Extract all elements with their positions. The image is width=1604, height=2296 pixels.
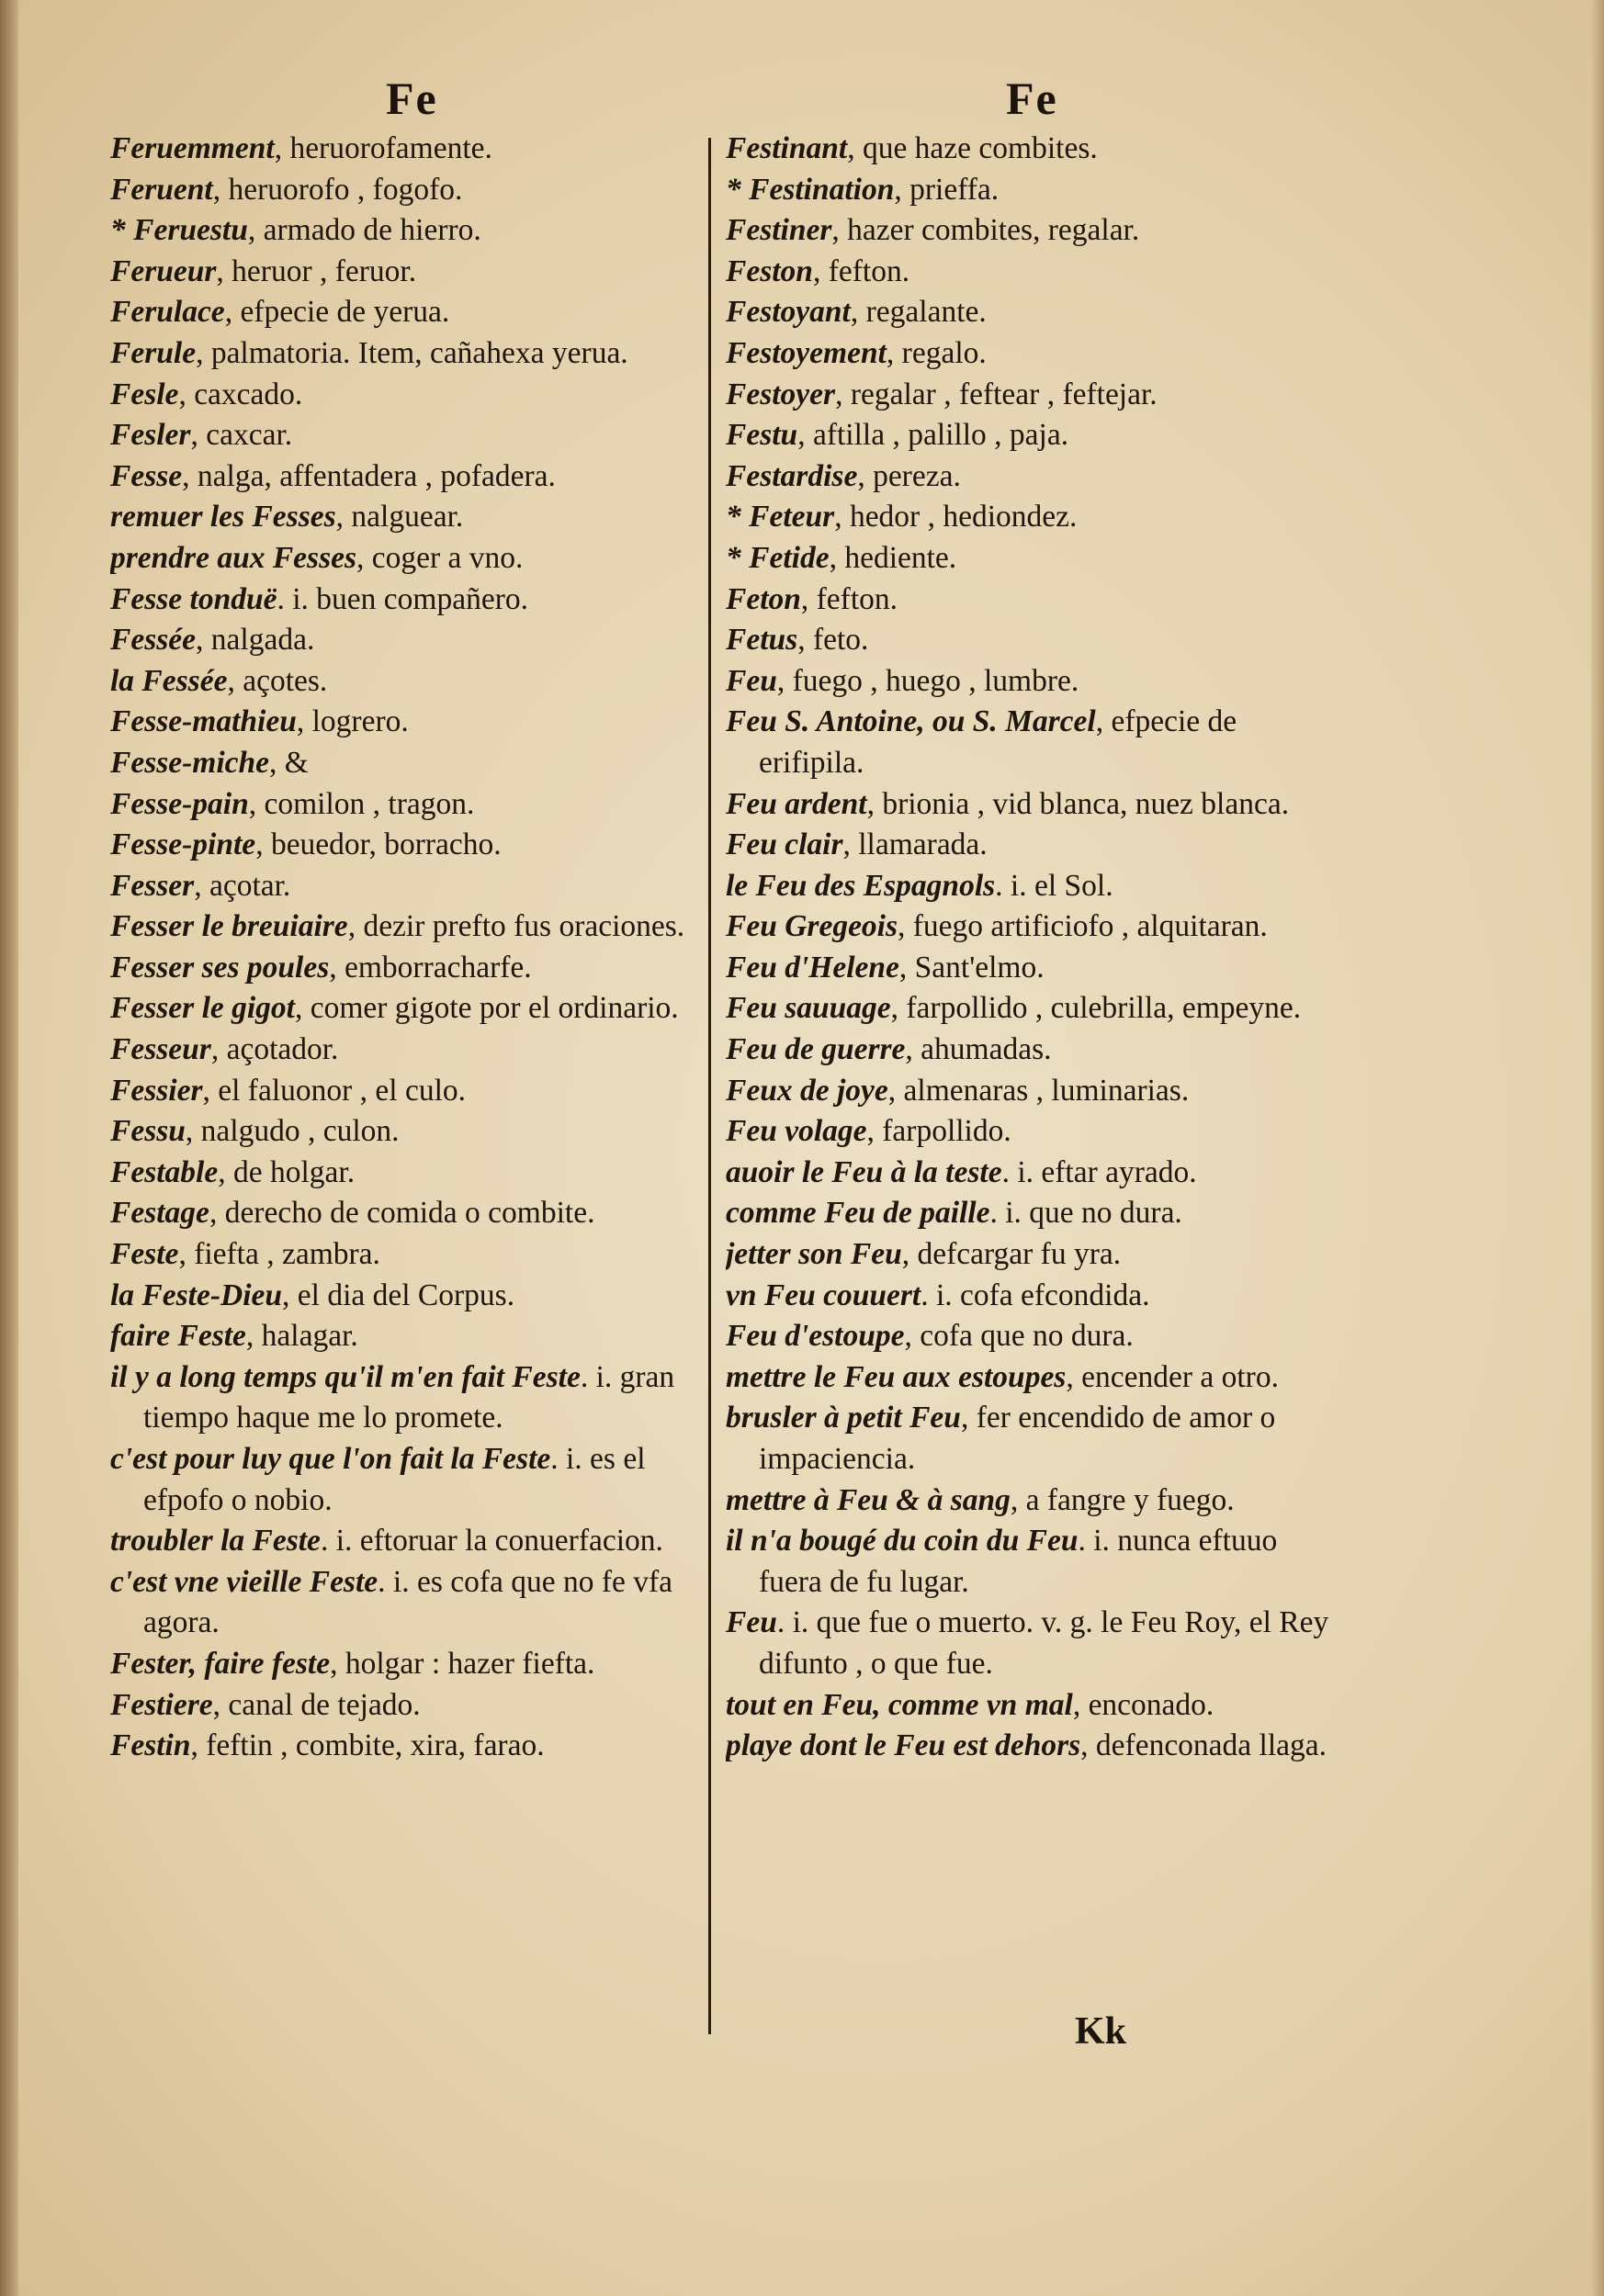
entry-headword: Fesser ses poules [110,950,330,985]
entry-headword: Fesser [110,868,195,903]
entry-gloss: . i. gran tiempo haque me lo promete. [143,1359,675,1435]
column-divider [708,138,711,2034]
entry-gloss: , emborracharfe. [329,950,532,985]
dictionary-entry [726,1030,1332,1071]
entry-gloss: , logrero. [296,704,409,739]
entry-headword: Feu clair [726,827,843,862]
dictionary-entry [726,825,1332,866]
dictionary-entry [726,1193,1332,1234]
dictionary-entry [726,1480,1332,1522]
entry-gloss: , Sant'elmo. [898,950,1045,985]
dictionary-entry [726,1726,1332,1767]
entry-gloss: , feto. [797,623,869,658]
entry-gloss: . i. eftoruar la conuerfacion. [320,1524,663,1559]
page-edge [1591,0,1604,2296]
entry-headword: Festoyement [726,335,887,370]
dictionary-entry [726,1111,1332,1153]
entry-gloss: , brionia , vid blanca, nuez blanca. [866,786,1290,821]
entry-gloss: , beuedor, borracho. [255,827,502,862]
entry-gloss: , encender a otro. [1066,1359,1279,1394]
dictionary-entry [726,538,1332,580]
entry-headword: Feu sauuage [726,991,891,1026]
entry-headword: Feton [726,581,801,616]
entry-headword: Feu S. Antoine, ou S. Marcel [726,704,1096,739]
dictionary-entry [726,1603,1332,1684]
entry-headword: * Festination [726,172,895,207]
dictionary-entry [726,866,1332,907]
entry-headword: il n'a bougé du coin du Feu [726,1524,1079,1559]
dictionary-entry [110,1726,706,1767]
entry-headword: il y a long temps qu'il m'en fait Feste [110,1359,581,1394]
entry-headword: jetter son Feu [726,1237,902,1272]
dictionary-entry [110,1153,706,1194]
entry-headword: Fesseur [110,1032,211,1067]
entry-headword: Fesse-pinte [110,827,256,862]
entry-headword: Feruemment [110,131,275,165]
entry-headword: Feu d'estoupe [726,1319,905,1354]
entry-headword: Feu ardent [726,786,867,821]
entry-headword: Feu d'Helene [726,950,899,985]
entry-gloss: , halagar. [245,1319,358,1354]
dictionary-entry [726,988,1332,1030]
entry-gloss: , el faluonor , el culo. [202,1073,467,1108]
entry-gloss: , fer encendido de amor o impaciencia. [759,1401,1276,1476]
dictionary-entry [110,743,706,784]
dictionary-entry [726,948,1332,989]
entry-headword: Festinant [726,131,848,165]
entry-gloss: , a fangre y fuego. [1010,1482,1235,1517]
entry-gloss: , farpollido , culebrilla, empeyne. [890,991,1302,1026]
signature-mark: Kk [1075,2010,1127,2053]
entry-headword: * Feteur [726,500,835,535]
entry-gloss: , açotador. [210,1032,339,1067]
entry-gloss: , feftin , combite, xira, farao. [190,1728,545,1763]
dictionary-entry [110,1316,706,1357]
entry-headword: la Feste-Dieu [110,1277,283,1312]
entry-headword: vn Feu couuert [726,1277,921,1312]
entry-headword: prendre aux Fesses [110,540,357,575]
entry-headword: Festiner [726,213,832,248]
dictionary-entry [726,415,1332,456]
entry-gloss: , cofa que no dura. [904,1319,1134,1354]
entry-headword: Fesle [110,377,179,411]
dictionary-entry [110,580,706,621]
entry-headword: le Feu des Espagnols [726,868,996,903]
dictionary-entry [726,497,1332,538]
dictionary-entry [110,1234,706,1276]
entry-headword: la Fessée [110,663,228,698]
entry-headword: mettre à Feu & à sang [726,1482,1011,1517]
entry-headword: comme Feu de paille [726,1196,990,1231]
dictionary-entry [726,906,1332,948]
entry-headword: troubler la Feste [110,1524,321,1559]
entry-headword: Feu volage [726,1114,867,1149]
entry-headword: Fessier [110,1073,203,1108]
dictionary-entry [726,170,1332,211]
right-column [726,129,1332,1767]
entry-headword: Feu de guerre [726,1032,906,1067]
entry-headword: Feu [726,663,777,698]
entry-gloss: , canal de tejado. [212,1687,421,1722]
entry-gloss: , fuego , huego , lumbre. [776,663,1079,698]
dictionary-entry [726,375,1332,416]
dictionary-entry [726,1071,1332,1112]
entry-gloss: , heruor , feruor. [216,253,417,288]
dictionary-entry [726,1521,1332,1603]
dictionary-entry [110,1030,706,1071]
entry-headword: mettre le Feu aux estoupes [726,1359,1067,1394]
entry-headword: Fetus [726,623,798,658]
dictionary-entry [726,661,1332,703]
entry-gloss: , efpecie de yerua. [224,295,450,330]
entry-gloss: , pereza. [857,458,961,493]
entry-gloss: , nalga, affentadera , pofadera. [182,458,556,493]
entry-gloss: . i. nunca eftuuo fuera de fu lugar. [759,1524,1278,1599]
entry-headword: Festardise [726,458,858,493]
entry-headword: Festu [726,418,798,453]
dictionary-entry [726,620,1332,661]
entry-gloss: , el dia del Corpus. [282,1277,515,1312]
running-head-right: Fe [1006,73,1058,124]
entry-headword: c'est pour luy que l'on fait la Feste [110,1442,551,1476]
dictionary-entry [726,1398,1332,1480]
entry-gloss: . i. el Sol. [995,868,1113,903]
dictionary-entry [110,825,706,866]
entry-gloss: , hedor , hediondez. [834,500,1078,535]
dictionary-entry [110,866,706,907]
entry-headword: Fesser le breuiaire [110,909,348,944]
entry-gloss: , dezir prefto fus oraciones. [347,909,685,944]
dictionary-entry [726,1685,1332,1727]
dictionary-entry [726,1234,1332,1276]
dictionary-entry [110,620,706,661]
entry-gloss: , açotar. [194,868,291,903]
entry-gloss: , de holgar. [218,1154,356,1189]
entry-headword: Feston [726,253,813,288]
dictionary-entry [110,1562,706,1644]
dictionary-entry [726,333,1332,375]
dictionary-entry [726,1276,1332,1317]
entry-gloss: , almenaras , luminarias. [887,1073,1190,1108]
entry-headword: Fester, faire feste [110,1646,331,1681]
dictionary-entry [110,170,706,211]
entry-headword: Fesse-mathieu [110,704,297,739]
dictionary-entry [110,538,706,580]
entry-gloss: , hazer combites, regalar. [831,213,1140,248]
entry-gloss: , regalante. [850,295,987,330]
entry-gloss: , armado de hierro. [247,213,481,248]
dictionary-entry [726,210,1332,252]
entry-headword: Fessu [110,1114,186,1149]
running-head-left: Fe [386,73,438,124]
dictionary-entry [726,1316,1332,1357]
dictionary-entry [110,497,706,538]
entry-headword: Feu Gregeois [726,909,898,944]
entry-gloss: , nalgudo , culon. [185,1114,400,1149]
entry-gloss: , aftilla , palillo , paja. [797,418,1069,453]
entry-gloss: . i. que fue o muerto. v. g. le Feu Roy, el Rey difunto , o que fue. [759,1605,1329,1681]
dictionary-entry [110,784,706,826]
entry-headword: Festable [110,1154,219,1189]
dictionary-entry [110,1644,706,1685]
dictionary-entry [110,1685,706,1727]
entry-gloss: , nalguear. [335,500,464,535]
dictionary-entry [110,375,706,416]
entry-gloss: , açotes. [227,663,328,698]
entry-gloss: , farpollido. [866,1114,1011,1149]
entry-gloss: , enconado. [1072,1687,1214,1722]
dictionary-entry [110,1357,706,1439]
entry-gloss: . i. buen compañero. [277,581,528,616]
dictionary-entry [110,1521,706,1562]
dictionary-entry [110,1439,706,1521]
entry-gloss: , palmatoria. Item, cañahexa yerua. [196,335,628,370]
entry-gloss: , hediente. [829,540,957,575]
entry-headword: Feste [110,1237,179,1272]
entry-gloss: , fuego artificiofo , alquitaran. [898,909,1268,944]
entry-gloss: , que haze combites. [847,131,1098,165]
entry-gloss: , heruorofamente. [274,131,492,165]
entry-gloss: , regalar , feftear , feftejar. [835,377,1158,411]
entry-headword: Fessée [110,623,197,658]
dictionary-entry [726,456,1332,498]
entry-headword: * Fetide [726,540,830,575]
entry-headword: Festoyer [726,377,836,411]
dictionary-entry [110,129,706,170]
entry-gloss: . i. es cofa que no fe vfa agora. [143,1564,673,1640]
dictionary-entry [110,1276,706,1317]
entry-gloss: , llamarada. [842,827,988,862]
entry-headword: Festage [110,1196,209,1231]
dictionary-entry [726,292,1332,333]
dictionary-entry [110,948,706,989]
entry-gloss: , coger a vno. [356,540,524,575]
dictionary-entry [110,456,706,498]
entry-headword: faire Feste [110,1319,246,1354]
entry-headword: * Feruestu [110,213,248,248]
dictionary-entry [726,1357,1332,1399]
dictionary-entry [110,1111,706,1153]
left-column [110,129,706,1767]
entry-gloss: , regalo. [886,335,987,370]
dictionary-entry [110,906,706,948]
dictionary-entry [726,784,1332,826]
entry-headword: Ferule [110,335,197,370]
entry-headword: remuer les Fesses [110,500,336,535]
dictionary-entry [110,988,706,1030]
entry-headword: Fesse [110,458,183,493]
entry-gloss: , ahumadas. [905,1032,1052,1067]
entry-headword: c'est vne vieille Feste [110,1564,378,1599]
entry-gloss: , fefton. [812,253,910,288]
entry-gloss: , holgar : hazer fiefta. [330,1646,595,1681]
entry-headword: Fesse tonduë [110,581,277,616]
entry-headword: Feruеur [110,253,217,288]
dictionary-entry [110,292,706,333]
entry-gloss: , prieffa. [894,172,1000,207]
entry-gloss: , & [269,745,309,780]
dictionary-entry [110,415,706,456]
dictionary-entry [110,252,706,293]
entry-gloss: , caxcar. [190,418,293,453]
entry-headword: Festiere [110,1687,213,1722]
binding-gutter [0,0,18,2296]
dictionary-entry [726,1153,1332,1194]
entry-headword: Feux de joye [726,1073,888,1108]
dictionary-entry [110,210,706,252]
entry-gloss: , fefton. [800,581,898,616]
entry-headword: brusler à petit Feu [726,1401,961,1435]
entry-headword: Fesler [110,418,191,453]
entry-gloss: . i. eftar ayrado. [1001,1154,1197,1189]
entry-headword: Festin [110,1728,191,1763]
entry-gloss: , fiefta , zambra. [178,1237,380,1272]
dictionary-entry [110,661,706,703]
entry-headword: Feruent [110,172,213,207]
entry-headword: Ferulace [110,295,225,330]
entry-gloss: , defenconada llaga. [1080,1728,1327,1763]
entry-gloss: , comer gigote por el ordinario. [294,991,679,1026]
entry-gloss: . i. cofa efcondida. [921,1277,1150,1312]
dictionary-entry [726,702,1332,783]
entry-headword: playe dont le Feu est dehors [726,1728,1081,1763]
entry-headword: Fesse-pain [110,786,249,821]
dictionary-entry [110,333,706,375]
dictionary-entry [726,580,1332,621]
entry-headword: Fesser le gigot [110,991,295,1026]
entry-gloss: . i. es el efpofo o nobio. [143,1442,646,1517]
dictionary-entry [110,1071,706,1112]
entry-gloss: , defcargar fu yra. [901,1237,1122,1272]
entry-gloss: , nalgada. [196,623,315,658]
entry-gloss: , efpecie de erifipila. [759,704,1237,780]
dictionary-entry [110,1193,706,1234]
entry-headword: Festoyant [726,295,851,330]
entry-gloss: , comilon , tragon. [248,786,475,821]
entry-gloss: . i. que no dura. [989,1196,1182,1231]
entry-headword: auoir le Feu à la teste [726,1154,1002,1189]
entry-headword: tout en Feu, comme vn mal [726,1687,1073,1722]
dictionary-entry [110,702,706,743]
dictionary-entry [726,129,1332,170]
entry-gloss: , derecho de comida o combite. [209,1196,595,1231]
dictionary-entry [726,252,1332,293]
entry-headword: Feu [726,1605,777,1640]
entry-gloss: , heruorofo , fogofo. [212,172,463,207]
entry-headword: Fesse-miche [110,745,270,780]
entry-gloss: , caxcado. [178,377,303,411]
